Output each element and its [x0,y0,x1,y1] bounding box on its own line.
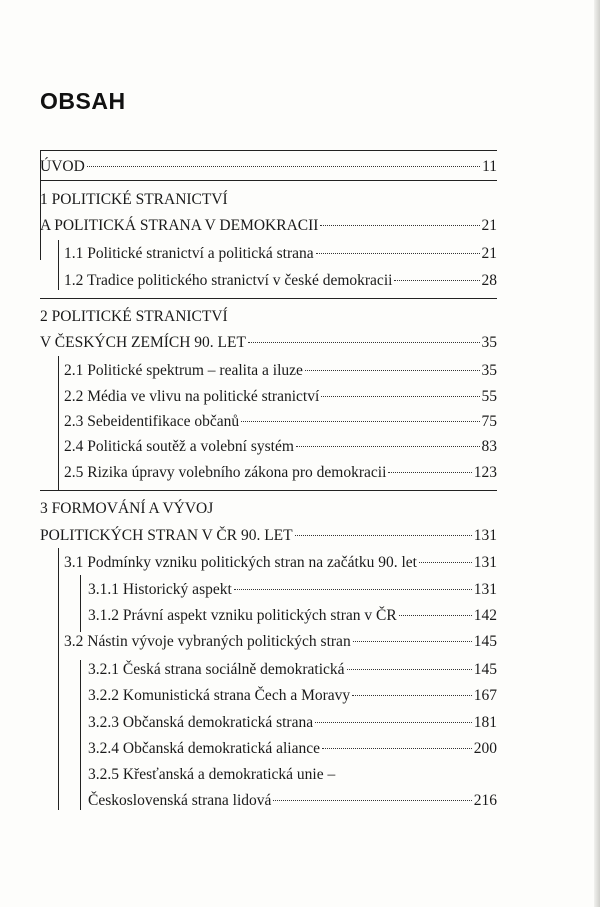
toc-entry-chapter-3[interactable]: POLITICKÝCH STRAN V ČR 90. LET 131 [40,527,497,544]
toc-entry-3-1[interactable]: 3.1 Podmínky vzniku politických stran na začátku 90. let 131 [64,554,497,571]
page-edge [594,0,600,907]
toc-vertical-rule [80,660,81,810]
toc-chapter-3-heading: 3 FORMOVÁNÍ A VÝVOJ [40,500,214,517]
dot-leader [388,471,471,473]
toc-entry-2-3[interactable]: 2.3 Sebeidentifikace občanů 75 [64,413,497,430]
dot-leader [347,668,472,670]
toc-entry-3-2-2[interactable]: 3.2.2 Komunistická strana Čech a Moravy 167 [88,687,497,704]
dot-leader [248,341,480,343]
toc-vertical-rule [58,548,59,632]
toc-top-rule [40,150,497,151]
dot-leader [273,799,471,801]
toc-vertical-rule [58,356,59,490]
page-title: OBSAH [40,88,126,114]
toc-vertical-rule [58,240,59,290]
toc-entry-chapter-2[interactable]: V ČESKÝCH ZEMÍCH 90. LET 35 [40,334,497,351]
toc-vertical-rule [80,575,81,632]
dot-leader [315,721,472,723]
toc-entry-3-2-4[interactable]: 3.2.4 Občanská demokratická aliance 200 [88,740,497,757]
dot-leader [320,224,479,226]
toc-entry-3-1-1[interactable]: 3.1.1 Historický aspekt 131 [88,581,497,598]
toc-entry-2-4[interactable]: 2.4 Politická soutěž a volební systém 83 [64,438,497,455]
toc-entry-2-2[interactable]: 2.2 Média ve vlivu na politické stranictví 55 [64,388,497,405]
toc-entry-2-5[interactable]: 2.5 Rizika úpravy volebního zákona pro demokracii 123 [64,464,497,481]
toc-entry-3-1-2[interactable]: 3.1.2 Právní aspekt vzniku politických stran v ČR 142 [88,607,497,624]
dot-leader [399,614,472,616]
toc-entry-uvod[interactable]: ÚVOD 11 [40,158,497,175]
dot-leader [295,534,472,536]
toc-entry-3-2-3[interactable]: 3.2.3 Občanská demokratická strana 181 [88,714,497,731]
dot-leader [394,279,479,281]
toc-entry-3-2-5[interactable]: Československá strana lidová 216 [88,792,497,809]
toc-entry-3-2-5-heading: 3.2.5 Křesťanská a demokratická unie – [88,766,336,783]
toc-rule [40,490,497,491]
toc-entry-3-2[interactable]: 3.2 Nástin vývoje vybraných politických stran 145 [64,633,497,650]
dot-leader [241,420,479,422]
dot-leader [296,445,480,447]
dot-leader [322,747,472,749]
toc-chapter-1-heading: 1 POLITICKÉ STRANICTVÍ [40,191,228,208]
dot-leader [87,165,480,167]
toc-rule [40,298,497,299]
dot-leader [353,640,472,642]
toc-entry-1-2[interactable]: 1.2 Tradice politického stranictví v české demokracii 28 [64,272,497,289]
dot-leader [316,252,480,254]
toc-rule [40,180,497,181]
dot-leader [352,694,472,696]
dot-leader [305,369,480,371]
toc-entry-2-1[interactable]: 2.1 Politické spektrum – realita a iluze 35 [64,362,497,379]
toc-entry-3-2-1[interactable]: 3.2.1 Česká strana sociálně demokratická 145 [88,661,497,678]
toc-chapter-2-heading: 2 POLITICKÉ STRANICTVÍ [40,308,228,325]
toc-entry-chapter-1[interactable]: A POLITICKÁ STRANA V DEMOKRACII 21 [40,217,497,234]
dot-leader [321,395,479,397]
dot-leader [419,561,472,563]
dot-leader [234,588,472,590]
toc-entry-1-1[interactable]: 1.1 Politické stranictví a politická strana 21 [64,245,497,262]
toc-vertical-rule [58,632,59,810]
